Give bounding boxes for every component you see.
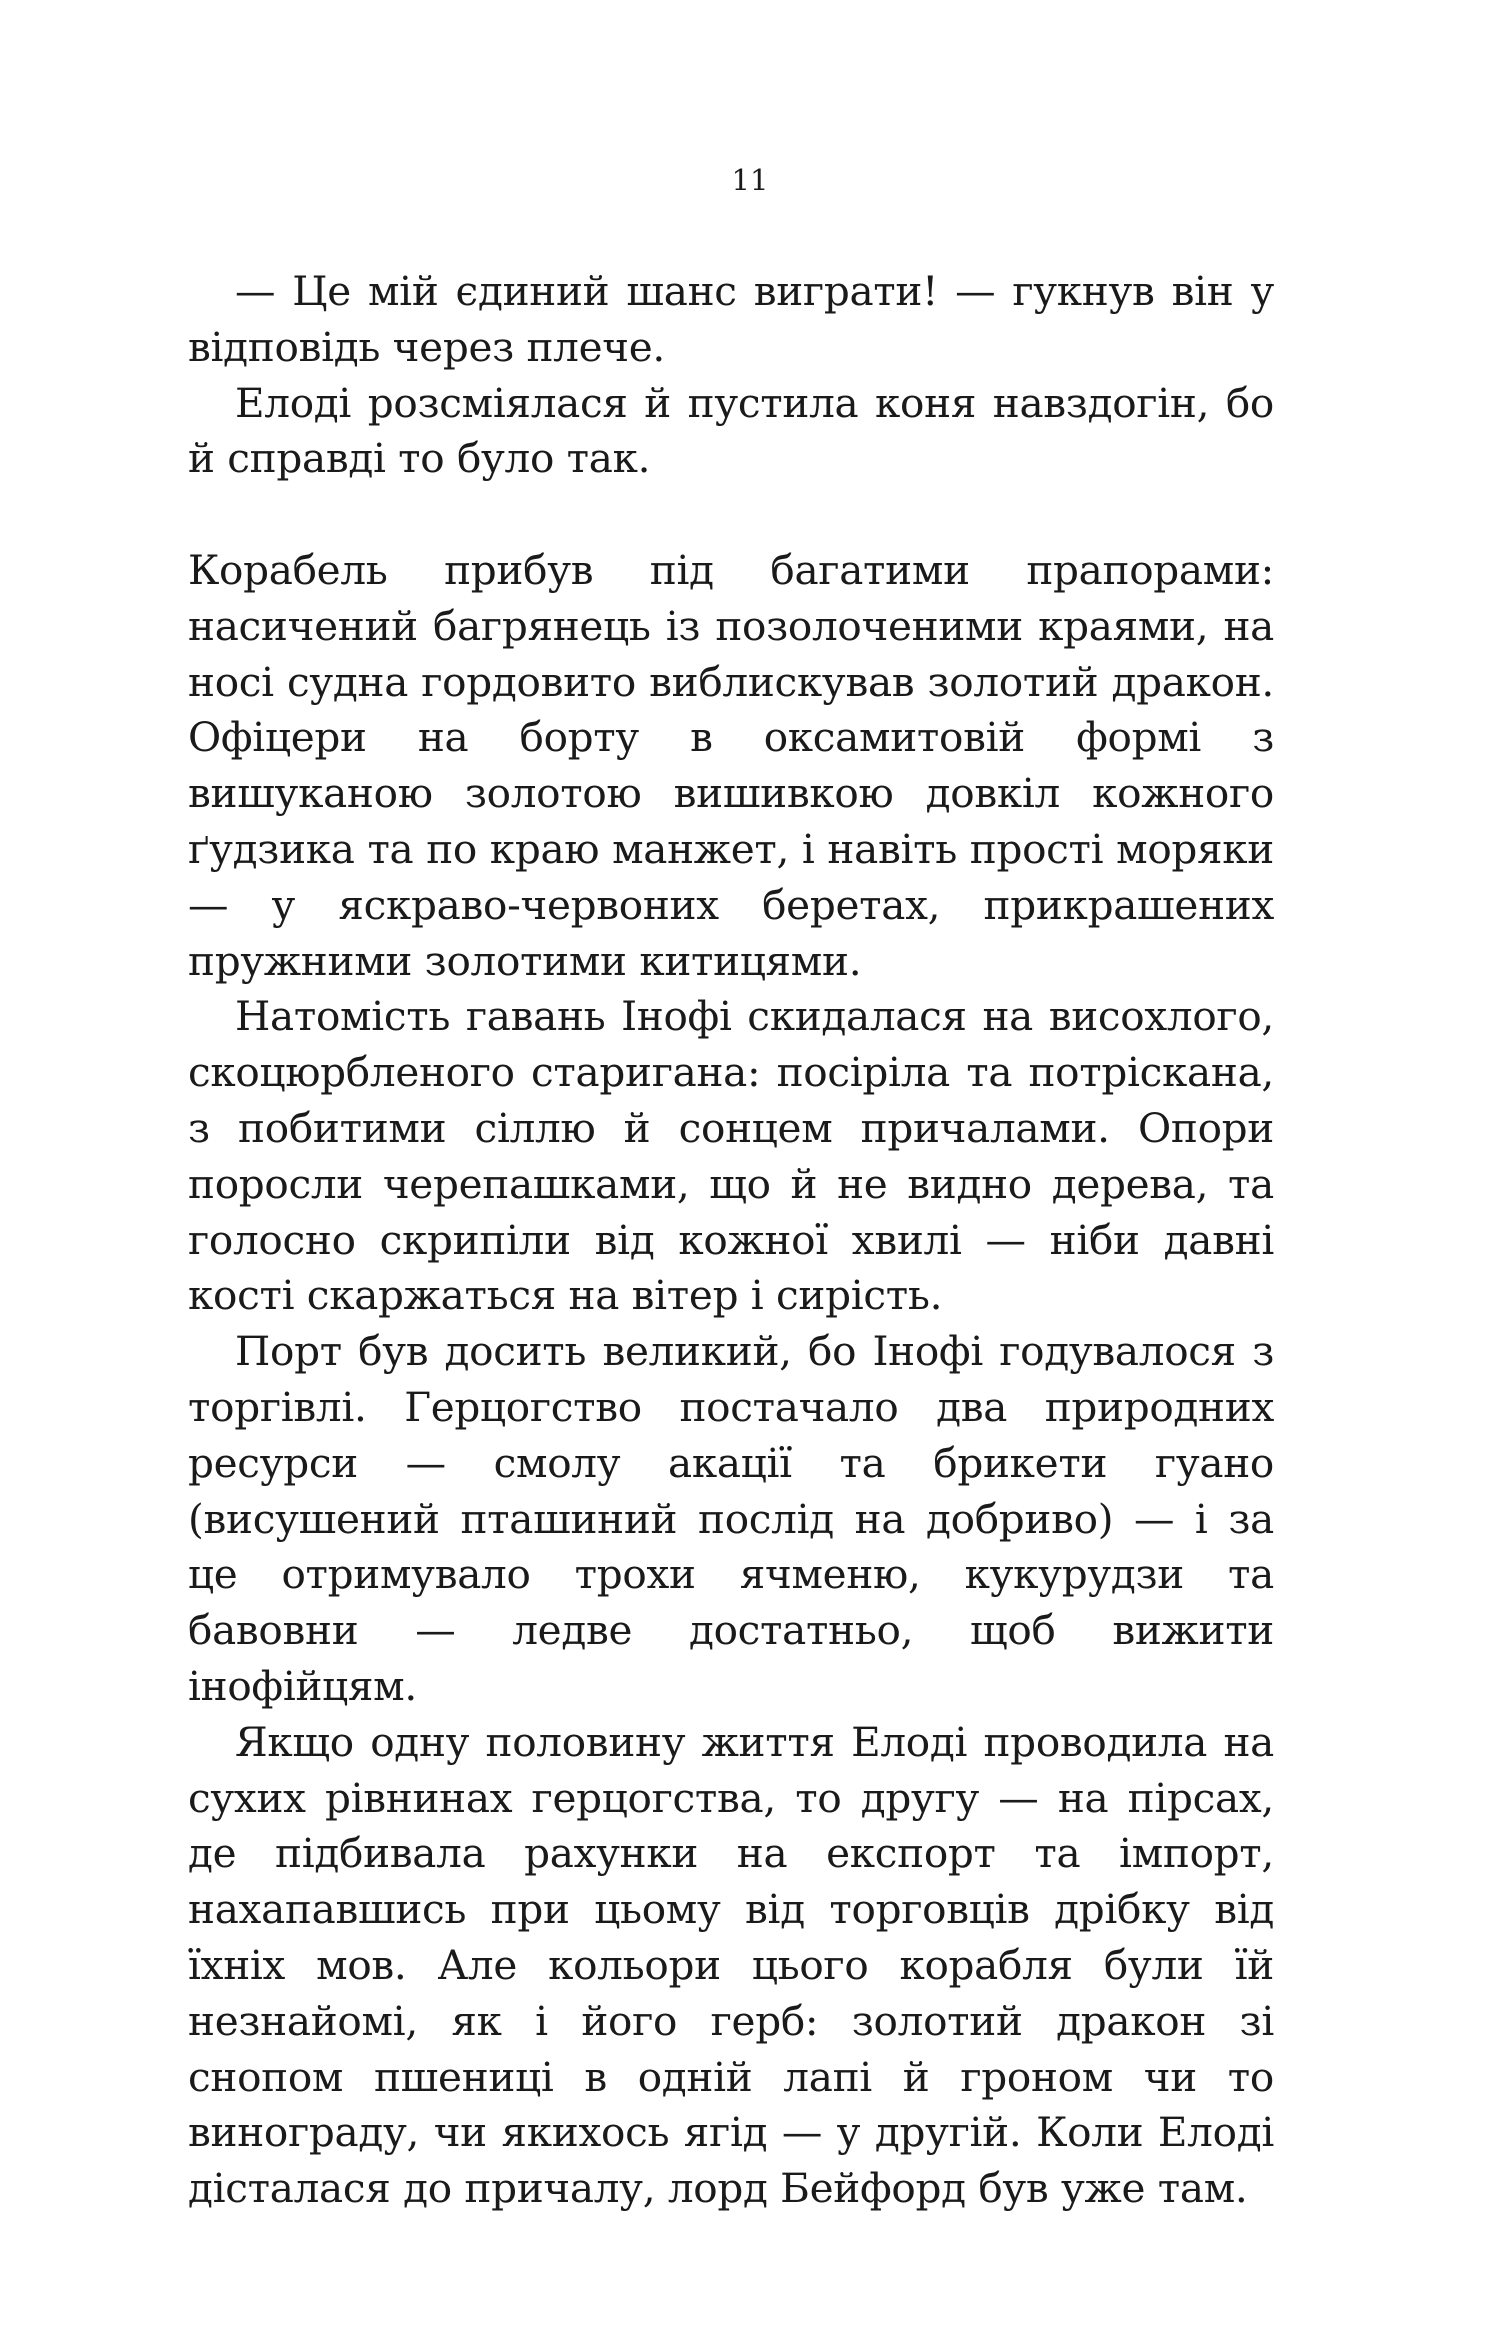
paragraph: Натомість гавань Інофі скидалася на висохлого, скоцюрбленого старигана: посіріла та потріскана, з побитими сіллю й сонцем причалами. Опори поросли черепашками, що й не видно дерева, та голосно скрипіли від кожної хвилі — ніби давні кості скаржаться на вітер і сирість. bbox=[188, 992, 1274, 1320]
paragraph: Елоді розсміялася й пустила коня навздогін, бо й справді то було так. bbox=[188, 378, 1274, 483]
page-number: 11 bbox=[731, 163, 769, 197]
paragraph: Якщо одну половину життя Елоді проводила на сухих рівнинах герцогства, то другу — на пірсах, де підбивала рахунки на експорт та імпорт, нахапавшись при цьому від торговців дрібку від їхніх мов. Але кольори цього корабля були їй незнайомі, як і його герб: золотий дракон зі снопом пшениці в одній лапі й гроном чи то винограду, чи якихось ягід — у другій. Коли Елоді дісталася до причалу, лорд Бейфорд був уже там. bbox=[188, 1717, 1274, 2213]
paragraph: Порт був досить великий, бо Інофі годувалося з торгівлі. Герцогство постачало два природних ресурси — смолу акації та брикети гуано (висушений пташиний послід на добриво) — і за це отримувало трохи ячменю, кукурудзи та бавовни — ледве достатньо, щоб вижити інофійцям. bbox=[188, 1327, 1274, 1710]
text-section-1 bbox=[188, 264, 1274, 487]
text-section-2 bbox=[188, 543, 1274, 2217]
paragraph: — Це мій єдиний шанс виграти! — гукнув він у відповідь через плече. bbox=[188, 267, 1274, 371]
paragraph: Корабель прибув під багатими прапорами: насичений багрянець із позолоченими краями, на носі судна гордовито виблискував золотий дракон. Офіцери на борту в оксамитовій формі з вишуканою золотою вишивкою довкіл кожного ґудзика та по краю манжет, і навіть прості моряки — у яскраво-червоних беретах, прикрашених пружними золотими китицями. bbox=[188, 546, 1274, 985]
